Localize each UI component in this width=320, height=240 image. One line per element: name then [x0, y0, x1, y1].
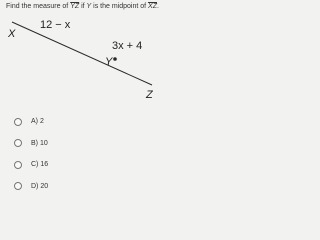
question-page: [0, 0, 183, 196]
choice-d-label: D) 20: [31, 182, 49, 190]
choice-a-label: A) 2: [31, 118, 44, 125]
answer-choices: [14, 116, 174, 202]
midpoint-name: Y: [86, 3, 92, 10]
segment-xz-line: [12, 22, 152, 85]
question-text-prefix: Find the measure of: [6, 3, 71, 10]
choice-c-label: C) 16: [31, 161, 49, 168]
point-y-label: Y: [105, 56, 113, 68]
choice-b-label: B) 10: [31, 139, 48, 147]
segment-diagram: [0, 0, 183, 110]
choice-b[interactable]: [14, 138, 174, 149]
length-yz-label: 3x + 4: [112, 40, 143, 52]
point-z-label: Z: [146, 89, 153, 101]
question-text-end: .: [156, 3, 159, 10]
choice-a[interactable]: [14, 116, 174, 127]
segment-yz: $\overline{YZ}$: [70, 3, 80, 10]
radio-circle-icon[interactable]: [14, 182, 22, 190]
radio-circle-icon[interactable]: [14, 161, 22, 169]
radio-circle-icon[interactable]: [14, 139, 22, 147]
question-text-middle: if: [79, 3, 87, 10]
length-xy-label: 12 − x: [40, 19, 71, 31]
question-text-suffix: is the midpoint of: [91, 3, 149, 10]
choice-c[interactable]: [14, 159, 174, 170]
segment-xz: $\overline{XZ}$: [148, 3, 157, 10]
radio-circle-icon[interactable]: [14, 118, 22, 126]
point-x-label: X: [8, 28, 16, 40]
midpoint-dot: [113, 57, 117, 61]
choice-d[interactable]: [14, 181, 174, 192]
